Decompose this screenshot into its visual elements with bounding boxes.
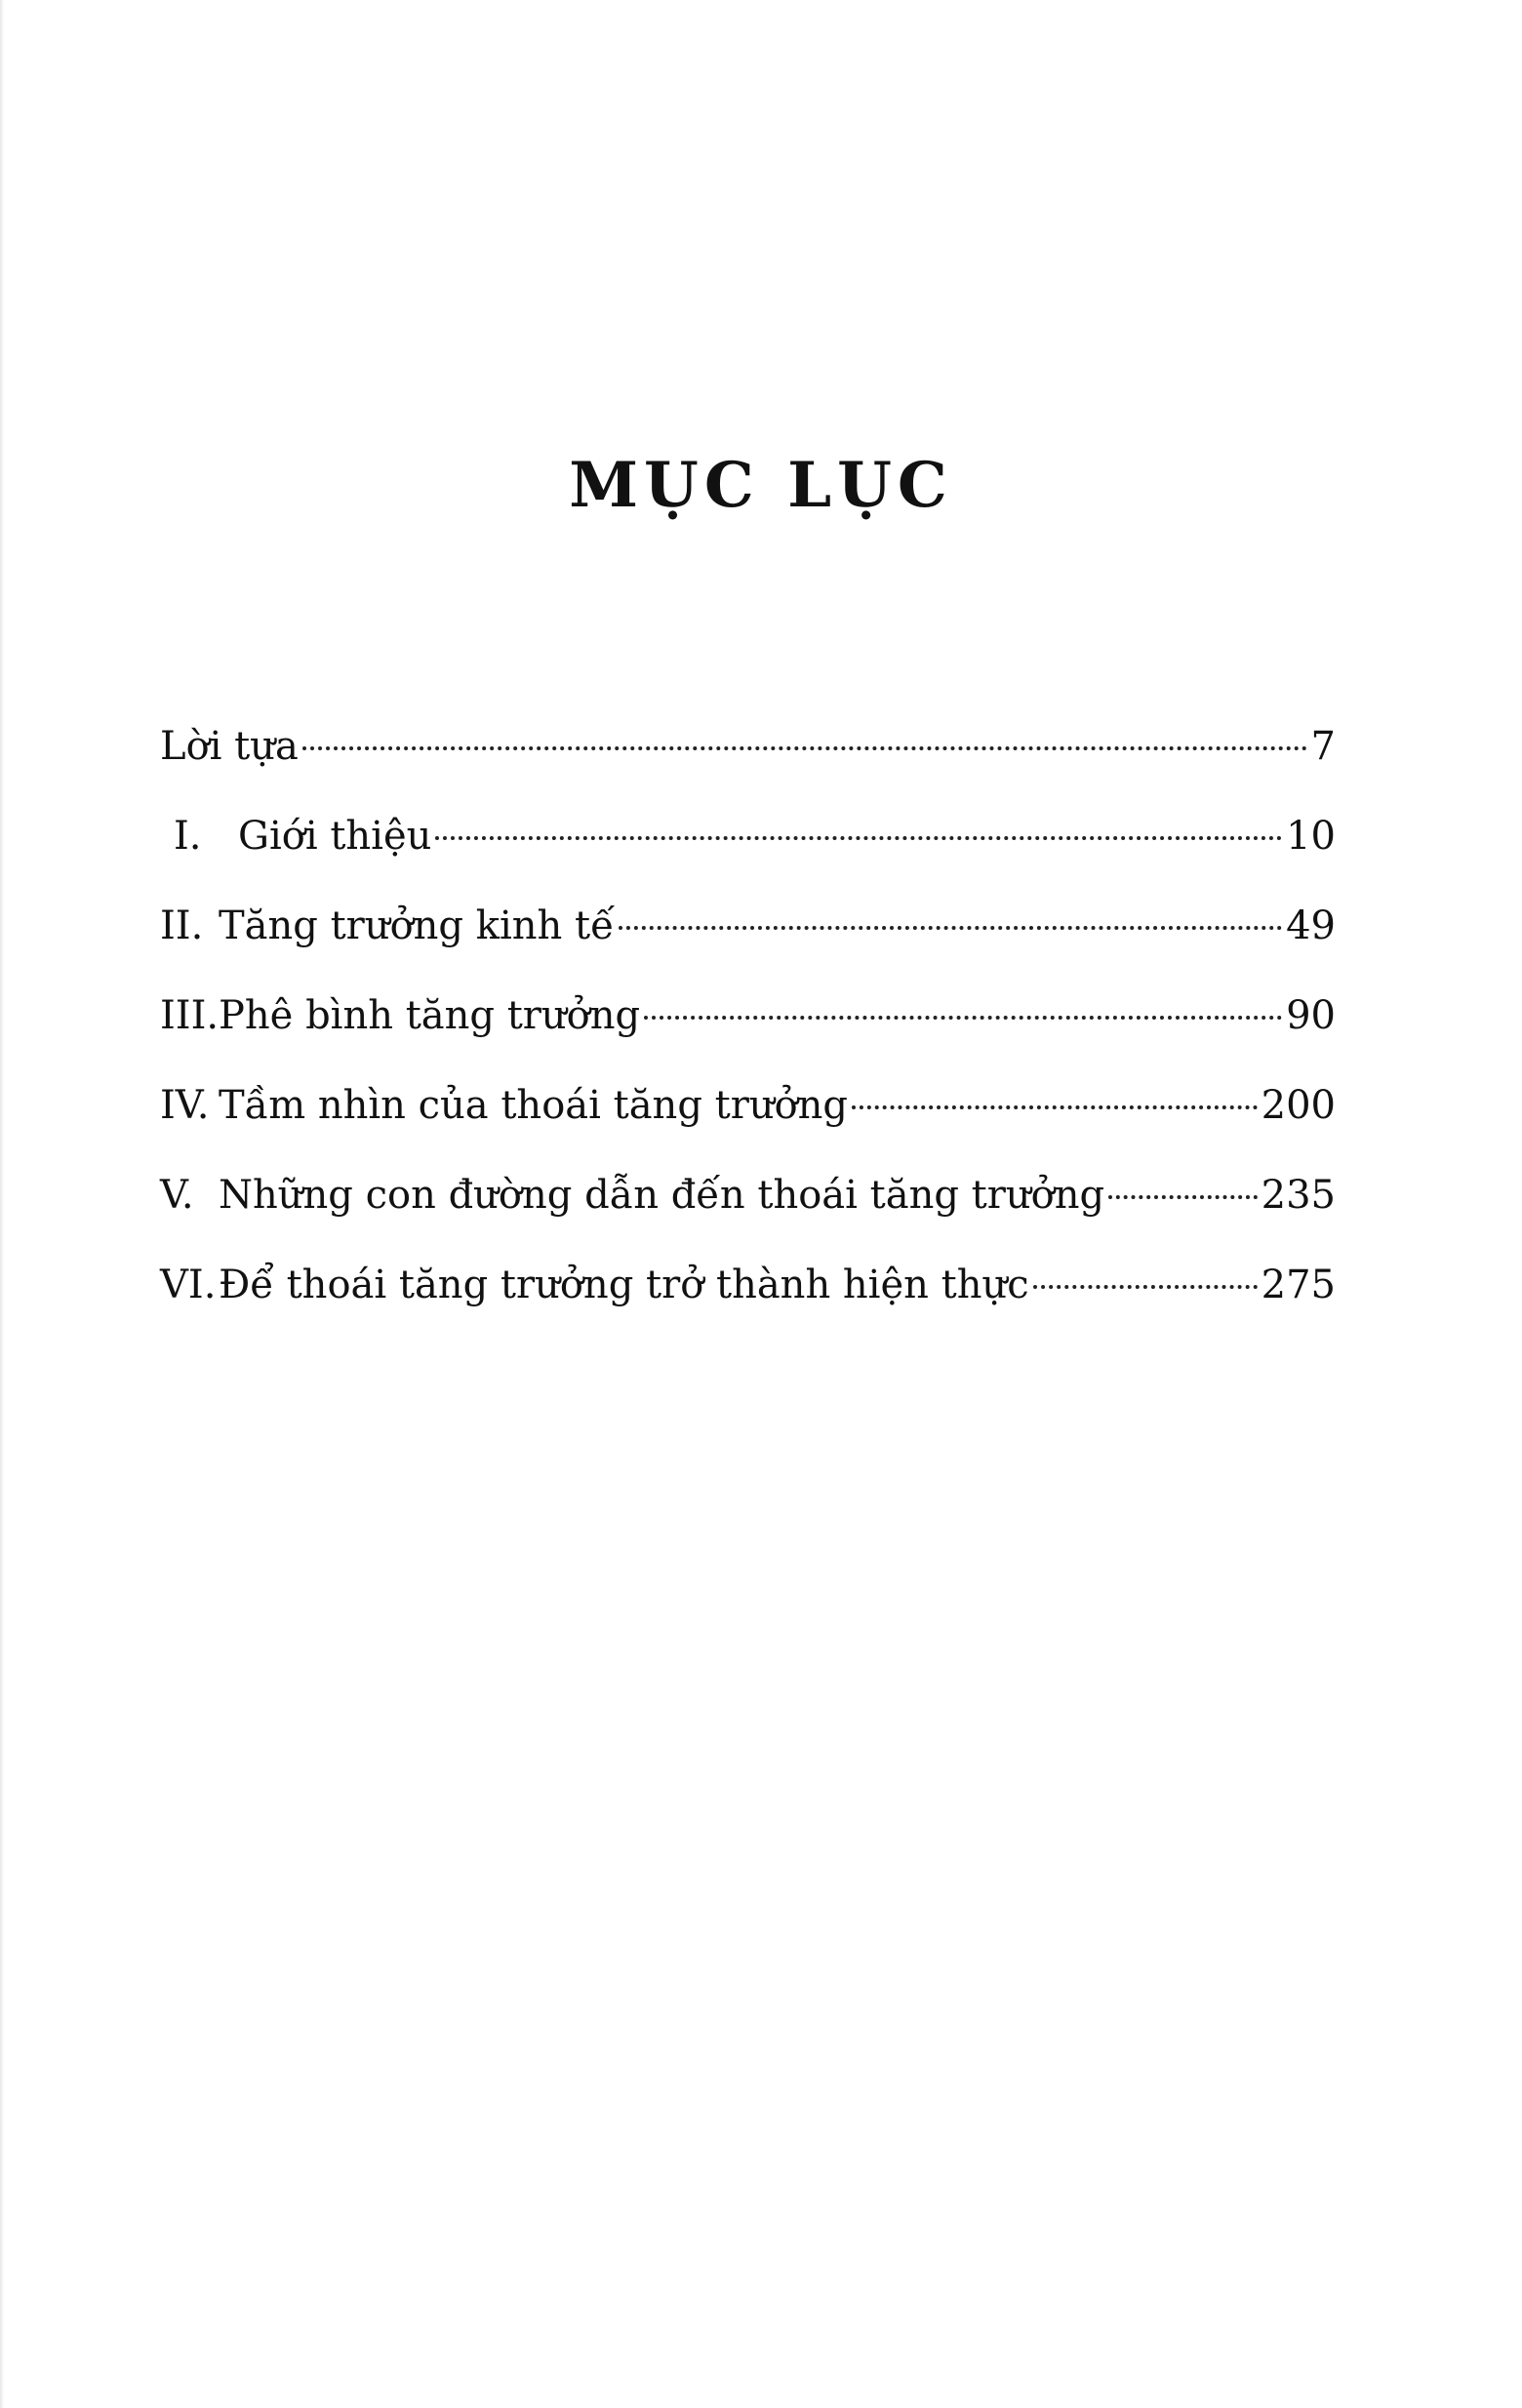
toc-page-number: 235	[1261, 1173, 1336, 1218]
toc-entry-title: Tăng trưởng kinh tế	[219, 903, 615, 948]
chapter-numeral: V.	[160, 1173, 194, 1218]
toc-entry-title: Phê bình tăng trưởng	[219, 993, 641, 1038]
toc-entry-chapter-6[interactable]	[160, 1256, 1336, 1345]
toc-entry-title: Để thoái tăng trưởng trở thành hiện thực	[219, 1263, 1029, 1307]
toc-entry-title: Giới thiệu	[238, 814, 432, 859]
dot-leader	[1033, 1285, 1258, 1289]
toc-page-number: 10	[1286, 814, 1336, 859]
page-left-edge	[0, 0, 4, 2408]
dot-leader	[644, 1016, 1282, 1020]
toc-page-number: 200	[1261, 1083, 1336, 1128]
toc-page-number: 49	[1286, 903, 1336, 948]
chapter-numeral: III.	[160, 993, 220, 1038]
dot-leader	[619, 926, 1282, 930]
dot-leader	[1108, 1195, 1258, 1199]
toc-page-number: 275	[1261, 1263, 1336, 1307]
page-title: MỤC LỤC	[569, 449, 953, 522]
dot-leader	[302, 746, 1307, 750]
toc-entry-chapter-4[interactable]	[160, 1076, 1336, 1166]
table-of-contents	[160, 717, 1336, 1345]
toc-entry-chapter-2[interactable]	[160, 897, 1336, 986]
dot-leader	[435, 836, 1282, 840]
toc-page-number: 90	[1286, 993, 1336, 1038]
toc-page-number: 7	[1310, 724, 1336, 769]
chapter-numeral: VI.	[160, 1263, 217, 1307]
toc-entry-title: Tầm nhìn của thoái tăng trưởng	[219, 1083, 849, 1128]
toc-entry-preface[interactable]	[160, 717, 1336, 807]
chapter-numeral: IV.	[160, 1083, 210, 1128]
toc-entry-title: Những con đường dẫn đến thoái tăng trưởng	[219, 1173, 1105, 1218]
toc-entry-chapter-5[interactable]	[160, 1166, 1336, 1256]
dot-leader	[852, 1105, 1258, 1109]
chapter-numeral: I.	[174, 814, 202, 859]
toc-entry-title: Lời tựa	[160, 724, 299, 769]
chapter-numeral: II.	[160, 903, 204, 948]
toc-entry-chapter-1[interactable]	[160, 807, 1336, 897]
toc-entry-chapter-3[interactable]	[160, 986, 1336, 1076]
